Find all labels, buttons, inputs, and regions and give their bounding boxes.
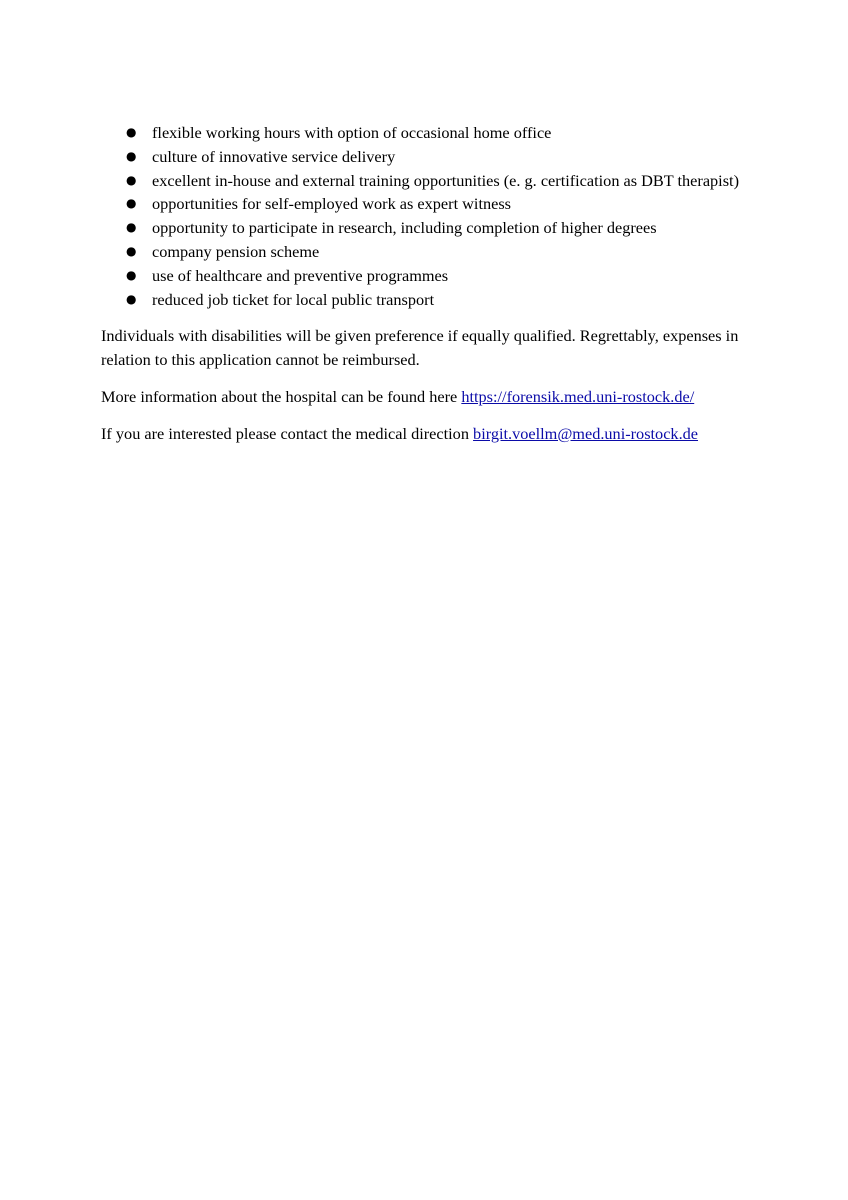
bullet-icon: ● [126,125,137,139]
benefits-list [101,121,751,311]
list-item [101,169,751,193]
document-content [101,121,751,446]
bullet-icon: ● [126,148,137,163]
list-item-text: use of healthcare and preventive programmes [152,265,449,285]
list-item [101,288,751,312]
list-item-text: company pension scheme [152,241,320,261]
contact-paragraph [101,422,751,446]
list-item-text: excellent in-house and external training opportunities (e. g. certification as DBT therapist) [152,170,739,190]
list-item-text: opportunities for self-employed work as expert witness [152,194,512,214]
bullet-icon: ● [126,243,137,258]
contact-text: If you are interested please contact the medical direction [101,423,474,443]
hospital-info-text: More information about the hospital can be found here [101,386,462,406]
list-item [101,264,751,288]
list-item [101,145,751,169]
bullet-icon: ● [126,291,137,306]
list-item-text: reduced job ticket for local public transport [152,289,435,309]
bullet-icon: ● [126,172,137,187]
bullet-icon: ● [126,267,137,282]
contact-email-link[interactable]: birgit.voellm@med.uni-rostock.de [473,423,699,443]
list-item-text: flexible working hours with option of occasional home office [152,123,552,142]
disabilities-paragraph: Individuals with disabilities will be given preference if equally qualified. Regrettably, expenses in relation to this application cannot be reimbursed. [101,326,739,370]
list-item-text: opportunity to participate in research, including completion of higher degrees [152,218,657,238]
list-item [101,121,751,145]
hospital-website-link[interactable]: https://forensik.med.uni-rostock.de/ [461,386,695,406]
bullet-icon: ● [126,220,137,235]
list-item [101,240,751,264]
bullet-icon: ● [126,196,137,211]
hospital-info-paragraph [101,385,751,409]
list-item [101,216,751,240]
list-item-text: culture of innovative service delivery [152,146,396,166]
list-item [101,192,751,216]
